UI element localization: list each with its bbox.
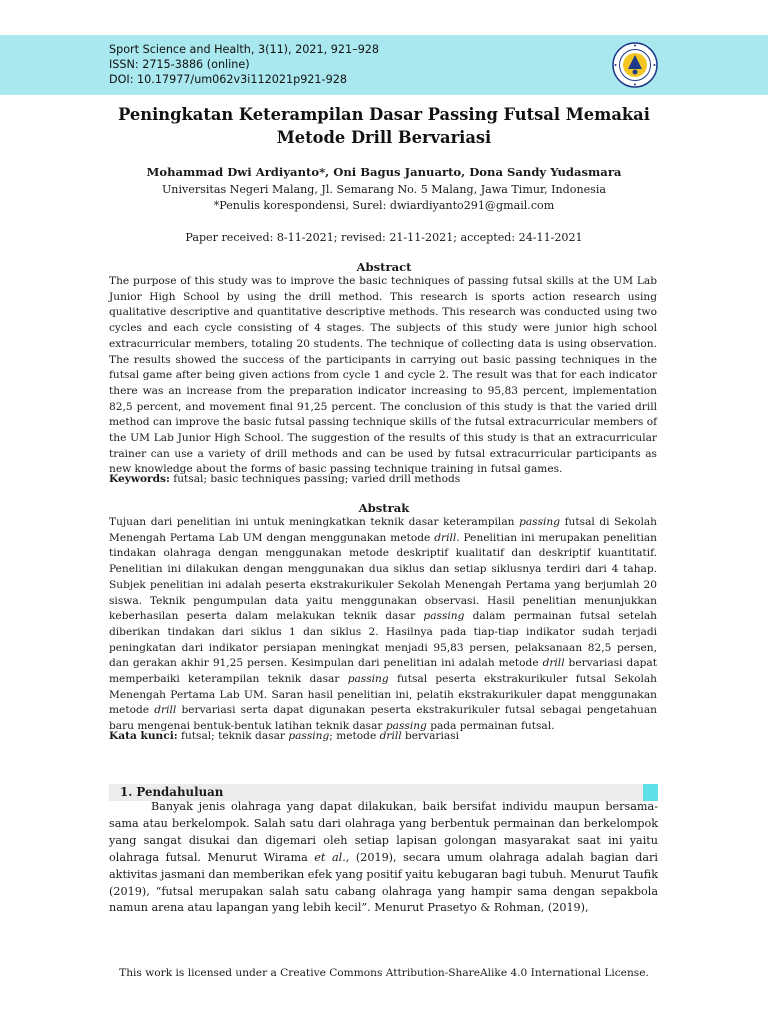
- abstract-heading: Abstract: [356, 260, 412, 274]
- university-logo: [612, 42, 658, 88]
- journal-info: [109, 42, 379, 87]
- license-footer: This work is licensed under a Creative Commons Attribution-ShareAlike 4.0 International License.: [119, 967, 649, 979]
- abstrak-body: Tujuan dari penelitian ini untuk meningkatkan teknik dasar keterampilan passing futsal di Sekolah Menengah Pertama Lab UM dengan menggunakan metode drill. Penelitian ini merupakan penelitian tindakan olahraga dengan menggunakan metode deskriptif kualitatif dan deskriptif kuantitatif. Penelitian ini dilakukan dengan menggunakan dua siklus dan setiap siklusnya terdiri dari 4 tahap. Subjek penelitian ini adalah peserta ekstrakurikuler Sekolah Menengah Pertama yang berjumlah 20 siswa. Teknik pengumpulan data yaitu menggunakan observasi. Hasil penelitian menunjukkan keberhasilan peserta dalam melakukan teknik dasar passing dalam permainan futsal setelah diberikan tindakan dari siklus 1 dan siklus 2. Hasilnya pada tiap-tiap indikator sudah terjadi peningkatan dari indikator persiapan meningkat menjadi 95,83 persen, pelaksanaan 82,5 persen, dan gerakan akhir 91,25 persen. Kesimpulan dari penelitian ini adalah metode drill bervariasi dapat memperbaiki keterampilan teknik dasar passing futsal peserta ekstrakurikuler futsal Sekolah Menengah Pertama Lab UM. Saran hasil penelitian ini, pelatih ekstrakurikuler dapat menggunakan metode drill bervariasi serta dapat digunakan peserta ekstrakurikuler futsal sebagai pengetahuan baru mengenai bentuk-bentuk latihan teknik dasar passing pada permainan futsal.: [109, 516, 657, 733]
- correspondence: *Penulis korespondensi, Surel: dwiardiyanto291@gmail.com: [213, 199, 555, 212]
- kata-kunci-label: Kata kunci:: [109, 730, 178, 742]
- introduction-paragraph: Banyak jenis olahraga yang dapat dilakukan, baik bersifat individu maupun bersama-sama atau berkelompok. Salah satu dari olahraga yang berbentuk permainan dan berkelompok yang sangat disukai dan digemari oleh setiap lapisan golongan masyarakat saat ini yaitu olahraga futsal. Menurut Wirama et al., (2019), secara umum olahraga adalah bagian dari aktivitas jasmani dan memberikan efek yang positif yaitu kebugaran bagi tubuh. Menurut Taufik (2019), “futsal merupakan salah satu cabang olahraga yang hampir sama dengan sepakbola namun arena atau lapangan yang lebih kecil”. Menurut Prasetyo & Rohman, (2019),: [109, 800, 658, 915]
- doi-link[interactable]: DOI: 10.17977/um062v3i112021p921-928: [109, 73, 347, 86]
- affiliation-block: [90, 182, 678, 214]
- abstrak-heading: Abstrak: [358, 501, 410, 515]
- paper-dates: Paper received: 8-11-2021; revised: 21-11-2021; accepted: 24-11-2021: [185, 231, 583, 244]
- keywords: [109, 472, 657, 487]
- section-title: 1. Pendahuluan: [120, 785, 224, 799]
- title-line-2: Metode Drill Bervariasi: [276, 128, 492, 147]
- title-line-1: Peningkatan Keterampilan Dasar Passing Futsal Memakai: [118, 105, 650, 124]
- issn: ISSN: 2715-3886 (online): [109, 58, 250, 71]
- kata-kunci: Kata kunci: futsal; teknik dasar passing; metode drill bervariasi: [109, 730, 460, 742]
- affiliation: Universitas Negeri Malang, Jl. Semarang No. 5 Malang, Jawa Timur, Indonesia: [161, 183, 607, 196]
- journal-citation: Sport Science and Health, 3(11), 2021, 921–928: [109, 43, 380, 56]
- author-list: Mohammad Dwi Ardiyanto*, Oni Bagus Januarto, Dona Sandy Yudasmara: [146, 165, 622, 179]
- keywords-label: Keywords:: [109, 473, 170, 485]
- abstract-body: The purpose of this study was to improve the basic techniques of passing futsal skills at the UM Lab Junior High School by using the drill method. This research is sports action research using qualitative descriptive and quantitative descriptive methods. This research was conducted using two cycles and each cycle consisting of 4 stages. The subjects of this study were junior high school extracurricular members, totaling 20 students. The technique of collecting data is using observation. The results showed the success of the participants in carrying out basic passing techniques in the futsal game after being given actions from cycle 1 and cycle 2. The result was that for each indicator there was an increase from the preparation indicator increasing to 95,83 percent, implementation 82,5 percent, and movement final 91,25 percent. The conclusion of this study is that the varied drill method can improve the basic futsal passing technique skills of the futsal extracurricular members of the UM Lab Junior High School. The suggestion of the results of this study is that an extracurricular trainer can use a variety of drill methods and can be used by futsal extracurricular participants as new knowledge about the forms of basic passing technique training in futsal games.: [109, 275, 657, 476]
- paper-title: [90, 103, 678, 149]
- keywords-text: futsal; basic techniques passing; varied drill methods: [173, 473, 461, 485]
